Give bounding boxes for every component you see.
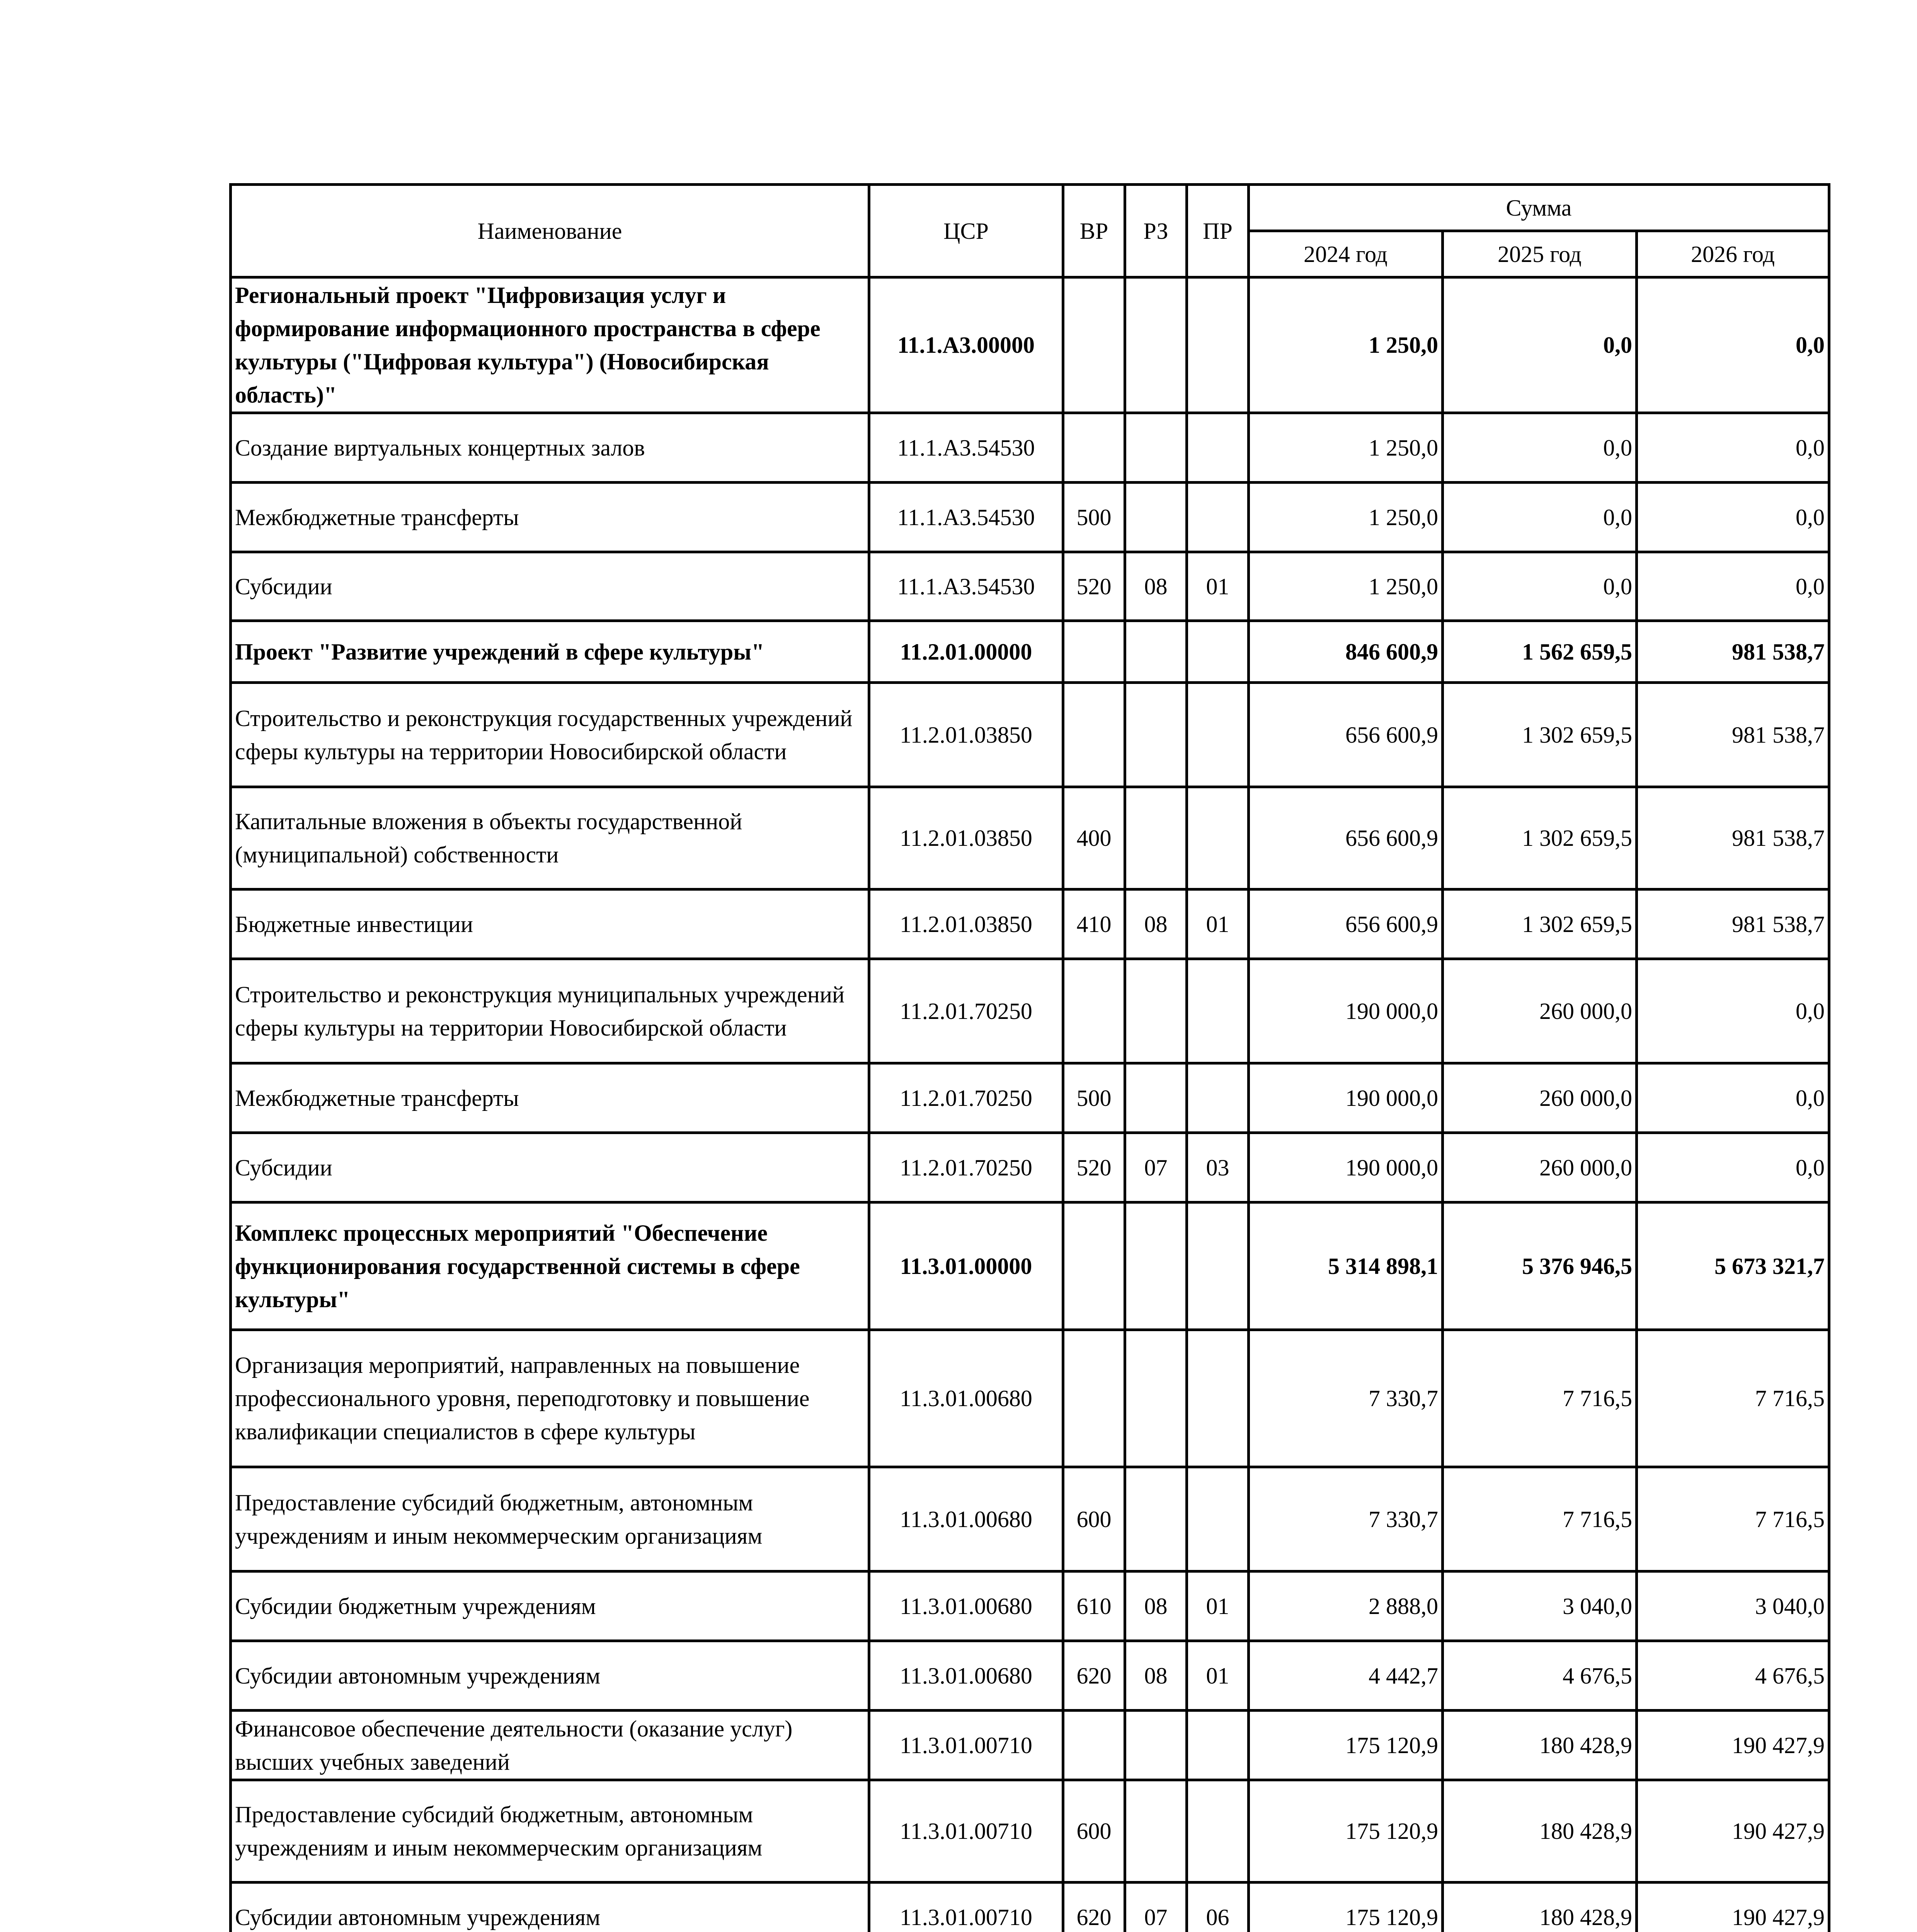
table-row <box>231 787 1829 889</box>
row-rz-cell <box>1125 413 1187 483</box>
row-vr-cell: 410 <box>1063 889 1125 959</box>
row-pr-cell <box>1187 621 1249 683</box>
row-vr-cell: 620 <box>1063 1883 1125 1932</box>
table-row <box>231 621 1829 683</box>
row-vr-cell: 520 <box>1063 1133 1125 1202</box>
table-row <box>231 683 1829 787</box>
header-year-2024: 2024 год <box>1249 231 1443 277</box>
table-row <box>231 959 1829 1063</box>
row-csr-cell: 11.2.01.70250 <box>869 1063 1063 1133</box>
row-rz-cell <box>1125 959 1187 1063</box>
row-csr-cell: 11.2.01.00000 <box>869 621 1063 683</box>
row-name-cell: Межбюджетные трансферты <box>231 483 869 552</box>
row-rz-cell <box>1125 1780 1187 1883</box>
table-row <box>231 1571 1829 1641</box>
row-2026-cell: 3 040,0 <box>1637 1571 1829 1641</box>
row-pr-cell <box>1187 1063 1249 1133</box>
table-row <box>231 1641 1829 1711</box>
header-year-2025: 2025 год <box>1443 231 1637 277</box>
row-2025-cell: 180 428,9 <box>1443 1711 1637 1780</box>
row-name-cell: Субсидии <box>231 552 869 621</box>
row-pr-cell <box>1187 683 1249 787</box>
row-2024-cell: 175 120,9 <box>1249 1711 1443 1780</box>
table-row <box>231 1330 1829 1467</box>
row-2025-cell: 180 428,9 <box>1443 1883 1637 1932</box>
row-pr-cell: 01 <box>1187 552 1249 621</box>
table-row <box>231 1202 1829 1330</box>
header-csr: ЦСР <box>869 185 1063 277</box>
row-csr-cell: 11.2.01.03850 <box>869 889 1063 959</box>
row-2025-cell: 4 676,5 <box>1443 1641 1637 1711</box>
row-pr-cell <box>1187 1202 1249 1330</box>
row-2024-cell: 175 120,9 <box>1249 1883 1443 1932</box>
row-2024-cell: 1 250,0 <box>1249 483 1443 552</box>
row-2025-cell: 1 302 659,5 <box>1443 787 1637 889</box>
row-rz-cell <box>1125 1202 1187 1330</box>
row-name-cell: Субсидии автономным учреждениям <box>231 1641 869 1711</box>
row-rz-cell <box>1125 683 1187 787</box>
table-row <box>231 1883 1829 1932</box>
row-vr-cell: 520 <box>1063 552 1125 621</box>
row-2024-cell: 190 000,0 <box>1249 1063 1443 1133</box>
row-rz-cell <box>1125 483 1187 552</box>
row-name-cell: Межбюджетные трансферты <box>231 1063 869 1133</box>
row-2024-cell: 1 250,0 <box>1249 277 1443 413</box>
row-2024-cell: 190 000,0 <box>1249 1133 1443 1202</box>
row-rz-cell <box>1125 1711 1187 1780</box>
row-pr-cell <box>1187 1711 1249 1780</box>
table-header <box>231 185 1829 277</box>
row-csr-cell: 11.2.01.70250 <box>869 959 1063 1063</box>
row-name-cell: Региональный проект "Цифровизация услуг и формирование информационного пространства в сфере культуры ("Цифровая культура") (Новосибирская область)" <box>231 277 869 413</box>
row-2025-cell: 0,0 <box>1443 413 1637 483</box>
row-rz-cell: 08 <box>1125 552 1187 621</box>
table-body <box>231 277 1829 1932</box>
row-2026-cell: 0,0 <box>1637 1133 1829 1202</box>
row-csr-cell: 11.3.01.00710 <box>869 1780 1063 1883</box>
row-rz-cell: 08 <box>1125 1641 1187 1711</box>
table-row <box>231 552 1829 621</box>
row-pr-cell: 06 <box>1187 1883 1249 1932</box>
row-vr-cell: 620 <box>1063 1641 1125 1711</box>
row-pr-cell <box>1187 483 1249 552</box>
row-pr-cell <box>1187 787 1249 889</box>
row-2026-cell: 0,0 <box>1637 277 1829 413</box>
row-csr-cell: 11.1.А3.54530 <box>869 552 1063 621</box>
row-pr-cell: 01 <box>1187 1571 1249 1641</box>
row-rz-cell: 08 <box>1125 1571 1187 1641</box>
table-row <box>231 889 1829 959</box>
row-2026-cell: 981 538,7 <box>1637 621 1829 683</box>
header-pr: ПР <box>1187 185 1249 277</box>
row-2024-cell: 1 250,0 <box>1249 413 1443 483</box>
row-csr-cell: 11.2.01.70250 <box>869 1133 1063 1202</box>
row-2024-cell: 1 250,0 <box>1249 552 1443 621</box>
row-pr-cell <box>1187 1780 1249 1883</box>
row-2025-cell: 260 000,0 <box>1443 959 1637 1063</box>
row-pr-cell: 01 <box>1187 889 1249 959</box>
row-vr-cell <box>1063 1330 1125 1467</box>
row-name-cell: Создание виртуальных концертных залов <box>231 413 869 483</box>
row-name-cell: Комплекс процессных мероприятий "Обеспечение функционирования государственной системы в сфере культуры" <box>231 1202 869 1330</box>
row-vr-cell: 500 <box>1063 483 1125 552</box>
row-2024-cell: 175 120,9 <box>1249 1780 1443 1883</box>
row-vr-cell <box>1063 683 1125 787</box>
row-2026-cell: 0,0 <box>1637 413 1829 483</box>
row-2026-cell: 0,0 <box>1637 959 1829 1063</box>
row-vr-cell <box>1063 621 1125 683</box>
row-pr-cell <box>1187 959 1249 1063</box>
row-name-cell: Бюджетные инвестиции <box>231 889 869 959</box>
row-rz-cell: 08 <box>1125 889 1187 959</box>
row-2026-cell: 981 538,7 <box>1637 787 1829 889</box>
row-name-cell: Предоставление субсидий бюджетным, автономным учреждениям и иным некоммерческим организациям <box>231 1780 869 1883</box>
row-name-cell: Капитальные вложения в объекты государственной (муниципальной) собственности <box>231 787 869 889</box>
row-name-cell: Предоставление субсидий бюджетным, автономным учреждениям и иным некоммерческим организациям <box>231 1467 869 1571</box>
row-pr-cell <box>1187 277 1249 413</box>
row-pr-cell <box>1187 413 1249 483</box>
budget-table <box>229 183 1830 1932</box>
row-vr-cell: 600 <box>1063 1467 1125 1571</box>
row-2024-cell: 656 600,9 <box>1249 683 1443 787</box>
row-csr-cell: 11.1.А3.54530 <box>869 483 1063 552</box>
table-row <box>231 1711 1829 1780</box>
table-row <box>231 1133 1829 1202</box>
row-2025-cell: 1 562 659,5 <box>1443 621 1637 683</box>
header-rz: РЗ <box>1125 185 1187 277</box>
row-rz-cell <box>1125 277 1187 413</box>
row-2024-cell: 2 888,0 <box>1249 1571 1443 1641</box>
row-2025-cell: 7 716,5 <box>1443 1330 1637 1467</box>
row-2026-cell: 0,0 <box>1637 483 1829 552</box>
row-rz-cell <box>1125 621 1187 683</box>
row-vr-cell: 600 <box>1063 1780 1125 1883</box>
row-2026-cell: 190 427,9 <box>1637 1883 1829 1932</box>
row-2025-cell: 0,0 <box>1443 552 1637 621</box>
row-rz-cell <box>1125 1063 1187 1133</box>
row-name-cell: Организация мероприятий, направленных на повышение профессионального уровня, переподготовку и повышение квалификации специалистов в сфере культуры <box>231 1330 869 1467</box>
row-2026-cell: 981 538,7 <box>1637 889 1829 959</box>
row-name-cell: Субсидии <box>231 1133 869 1202</box>
table-row <box>231 1467 1829 1571</box>
row-2024-cell: 846 600,9 <box>1249 621 1443 683</box>
row-vr-cell <box>1063 277 1125 413</box>
row-rz-cell: 07 <box>1125 1883 1187 1932</box>
row-pr-cell <box>1187 1467 1249 1571</box>
row-2025-cell: 3 040,0 <box>1443 1571 1637 1641</box>
row-rz-cell: 07 <box>1125 1133 1187 1202</box>
row-2025-cell: 180 428,9 <box>1443 1780 1637 1883</box>
row-2024-cell: 4 442,7 <box>1249 1641 1443 1711</box>
row-2026-cell: 0,0 <box>1637 1063 1829 1133</box>
row-csr-cell: 11.3.01.00680 <box>869 1467 1063 1571</box>
row-csr-cell: 11.3.01.00000 <box>869 1202 1063 1330</box>
row-vr-cell <box>1063 1711 1125 1780</box>
row-2024-cell: 190 000,0 <box>1249 959 1443 1063</box>
row-2025-cell: 0,0 <box>1443 277 1637 413</box>
row-2026-cell: 981 538,7 <box>1637 683 1829 787</box>
row-2026-cell: 7 716,5 <box>1637 1467 1829 1571</box>
row-vr-cell <box>1063 1202 1125 1330</box>
row-csr-cell: 11.1.А3.00000 <box>869 277 1063 413</box>
row-vr-cell <box>1063 959 1125 1063</box>
row-2025-cell: 1 302 659,5 <box>1443 683 1637 787</box>
row-2025-cell: 7 716,5 <box>1443 1467 1637 1571</box>
row-csr-cell: 11.3.01.00710 <box>869 1711 1063 1780</box>
row-pr-cell: 01 <box>1187 1641 1249 1711</box>
row-2024-cell: 656 600,9 <box>1249 787 1443 889</box>
row-2024-cell: 5 314 898,1 <box>1249 1202 1443 1330</box>
row-2025-cell: 0,0 <box>1443 483 1637 552</box>
row-csr-cell: 11.3.01.00680 <box>869 1641 1063 1711</box>
row-2025-cell: 1 302 659,5 <box>1443 889 1637 959</box>
row-vr-cell: 400 <box>1063 787 1125 889</box>
row-pr-cell: 03 <box>1187 1133 1249 1202</box>
row-2025-cell: 5 376 946,5 <box>1443 1202 1637 1330</box>
table-row <box>231 413 1829 483</box>
row-pr-cell <box>1187 1330 1249 1467</box>
header-sum: Сумма <box>1249 185 1829 231</box>
row-2026-cell: 5 673 321,7 <box>1637 1202 1829 1330</box>
row-vr-cell: 610 <box>1063 1571 1125 1641</box>
row-name-cell: Строительство и реконструкция государственных учреждений сферы культуры на территории Новосибирской области <box>231 683 869 787</box>
row-2026-cell: 190 427,9 <box>1637 1780 1829 1883</box>
row-rz-cell <box>1125 787 1187 889</box>
table-row <box>231 277 1829 413</box>
header-vr: ВР <box>1063 185 1125 277</box>
row-2026-cell: 7 716,5 <box>1637 1330 1829 1467</box>
row-2026-cell: 4 676,5 <box>1637 1641 1829 1711</box>
row-csr-cell: 11.1.А3.54530 <box>869 413 1063 483</box>
table-row <box>231 1063 1829 1133</box>
row-vr-cell <box>1063 413 1125 483</box>
row-csr-cell: 11.2.01.03850 <box>869 787 1063 889</box>
header-name: Наименование <box>231 185 869 277</box>
row-2026-cell: 190 427,9 <box>1637 1711 1829 1780</box>
row-csr-cell: 11.3.01.00710 <box>869 1883 1063 1932</box>
row-rz-cell <box>1125 1467 1187 1571</box>
row-2026-cell: 0,0 <box>1637 552 1829 621</box>
row-rz-cell <box>1125 1330 1187 1467</box>
table-row <box>231 1780 1829 1883</box>
header-year-2026: 2026 год <box>1637 231 1829 277</box>
row-csr-cell: 11.3.01.00680 <box>869 1571 1063 1641</box>
row-2024-cell: 656 600,9 <box>1249 889 1443 959</box>
table-row <box>231 483 1829 552</box>
row-csr-cell: 11.3.01.00680 <box>869 1330 1063 1467</box>
row-name-cell: Субсидии бюджетным учреждениям <box>231 1571 869 1641</box>
row-2025-cell: 260 000,0 <box>1443 1133 1637 1202</box>
row-name-cell: Субсидии автономным учреждениям <box>231 1883 869 1932</box>
row-2025-cell: 260 000,0 <box>1443 1063 1637 1133</box>
row-2024-cell: 7 330,7 <box>1249 1467 1443 1571</box>
row-name-cell: Финансовое обеспечение деятельности (оказание услуг) высших учебных заведений <box>231 1711 869 1780</box>
row-vr-cell: 500 <box>1063 1063 1125 1133</box>
row-name-cell: Проект "Развитие учреждений в сфере культуры" <box>231 621 869 683</box>
row-2024-cell: 7 330,7 <box>1249 1330 1443 1467</box>
row-name-cell: Строительство и реконструкция муниципальных учреждений сферы культуры на территории Новосибирской области <box>231 959 869 1063</box>
row-csr-cell: 11.2.01.03850 <box>869 683 1063 787</box>
